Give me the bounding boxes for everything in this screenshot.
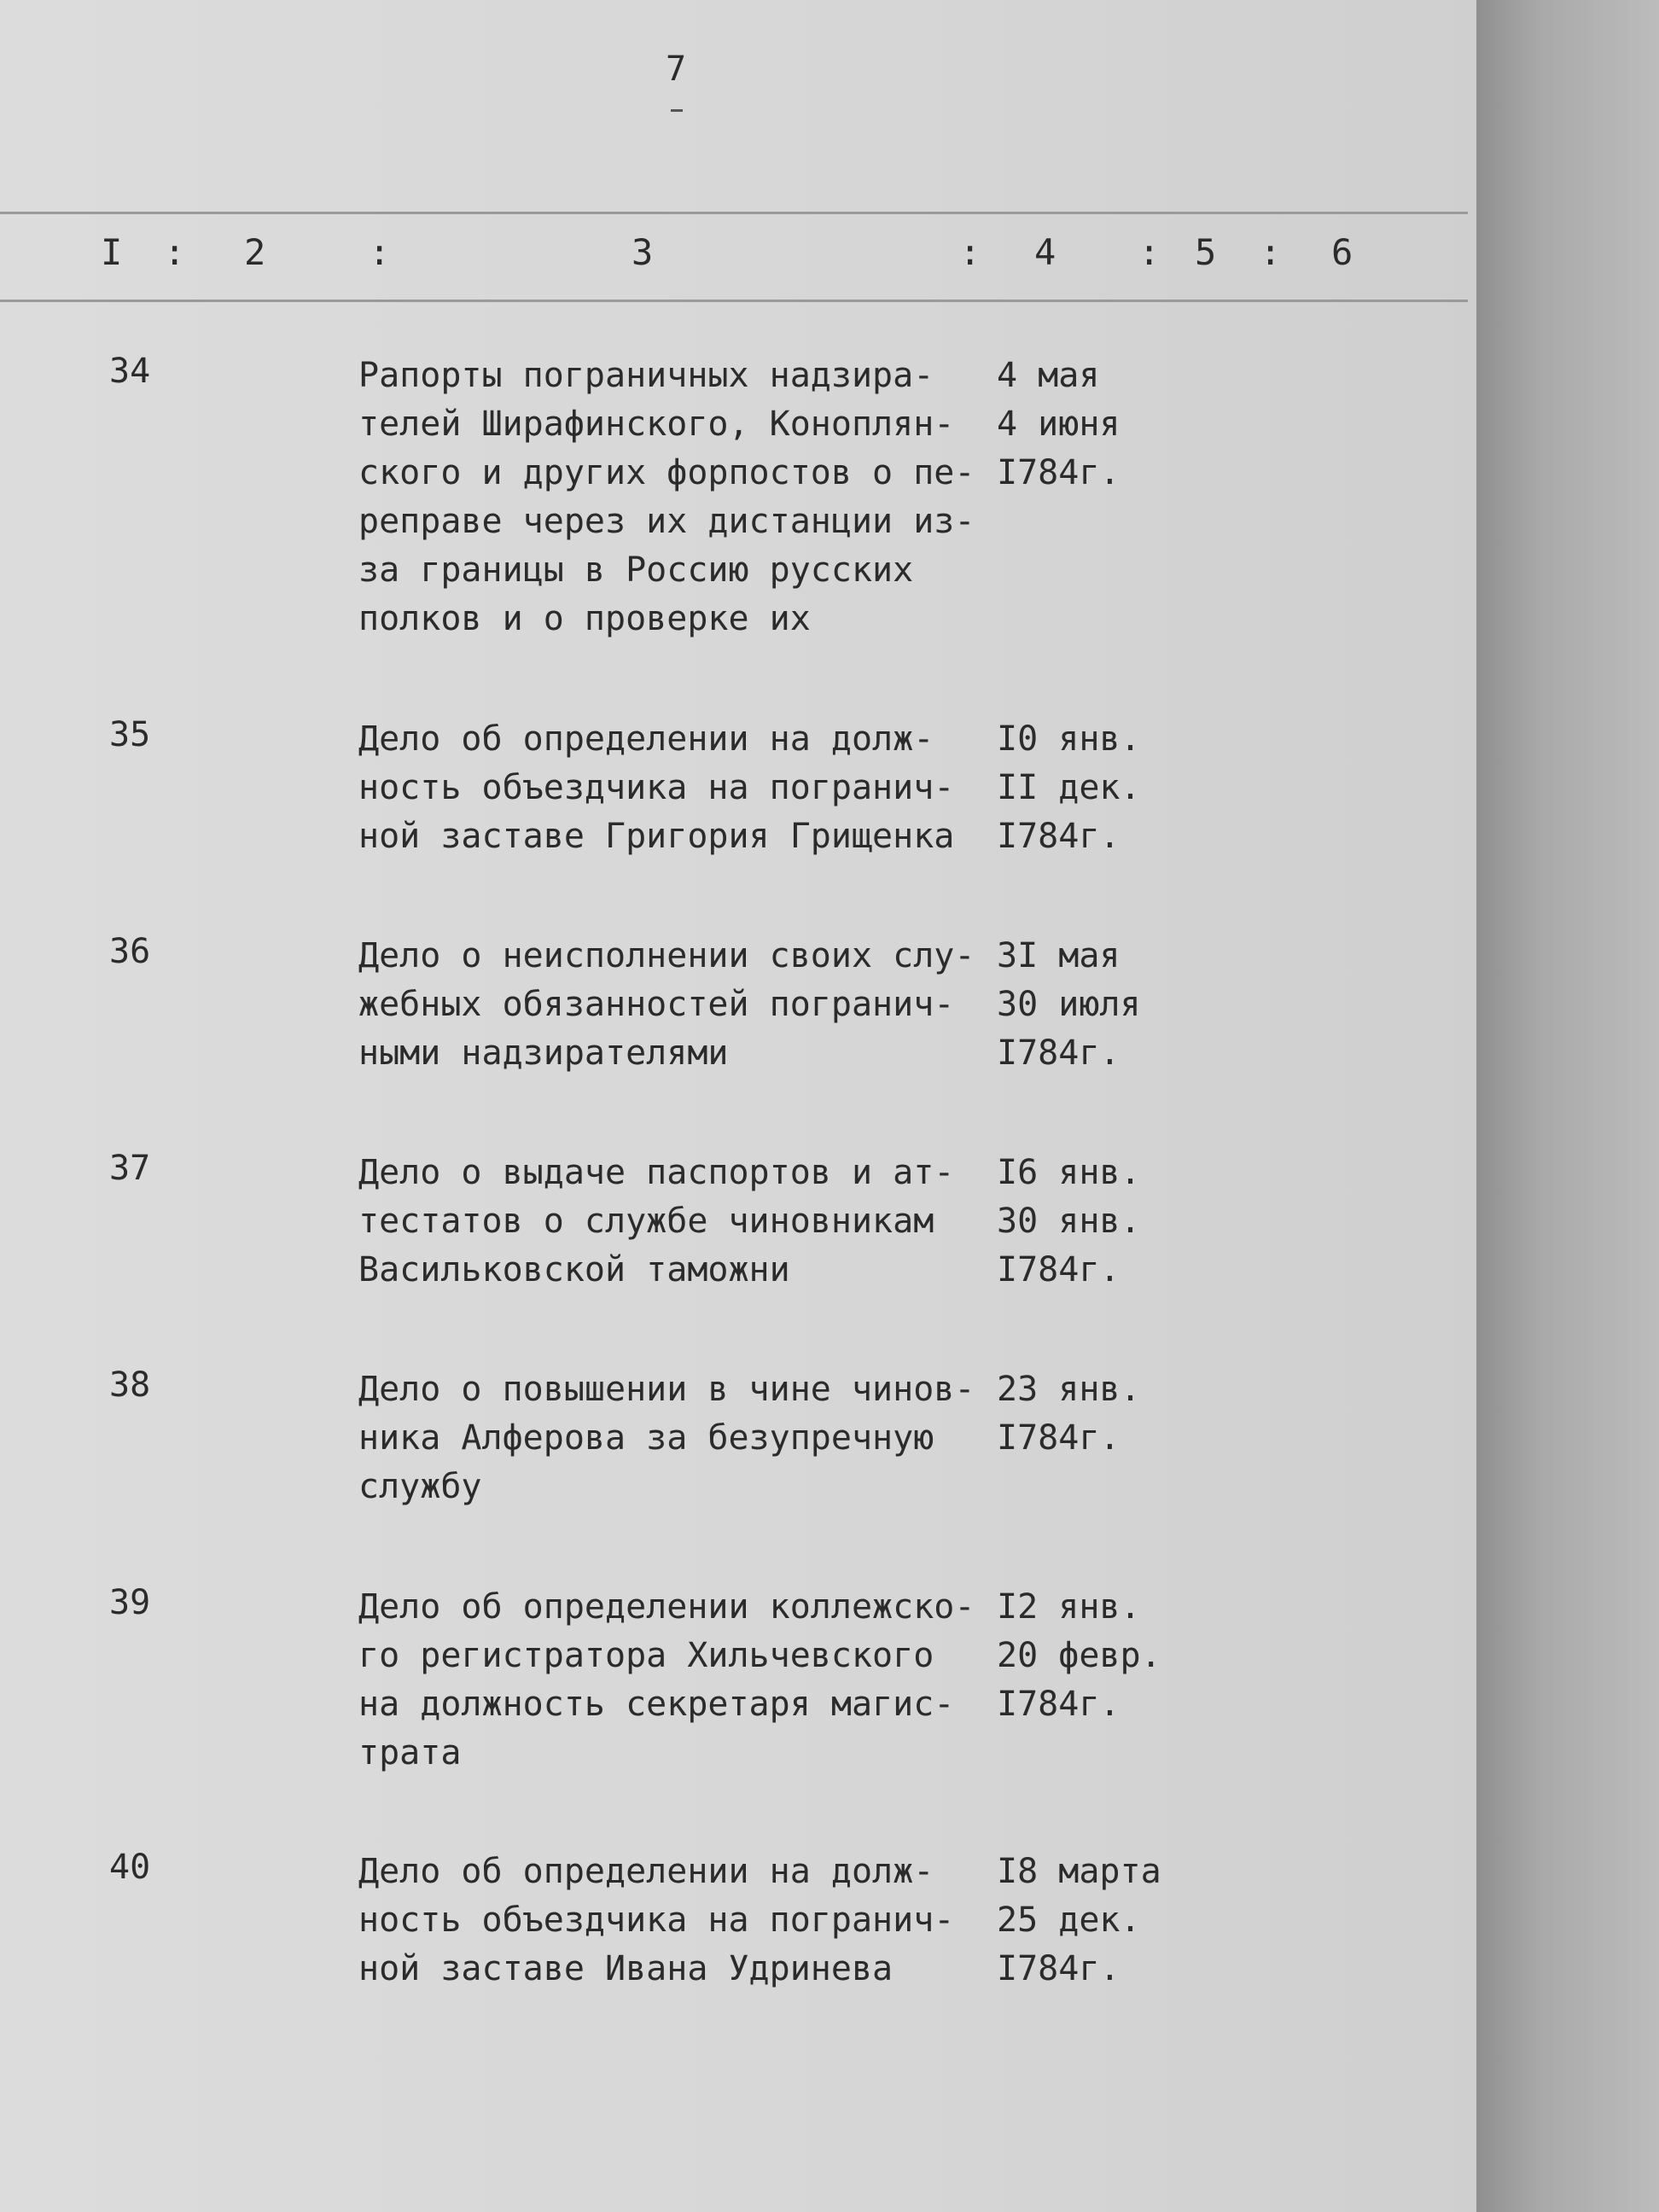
date-line: 3I мая [997,936,1121,975]
entry-number: 39 [109,1583,151,1622]
page-edge-shadow [1476,0,1659,2212]
description-line: Дело об определении на долж- [358,1852,934,1891]
date-line: 4 июня [997,405,1121,444]
entry-dates [997,1848,1202,1994]
entry-description [358,715,990,861]
date-line: I784г. [997,1949,1121,1988]
column-separator: : [1260,231,1282,273]
date-line: I8 марта [997,1852,1161,1891]
entry-description [358,1848,990,1994]
entry-dates [997,1149,1202,1295]
description-line: ными надзирателями [358,1033,729,1073]
date-line: I784г. [997,1418,1121,1458]
date-line: I784г. [997,1033,1121,1073]
date-line: I6 янв. [997,1153,1141,1192]
column-separator: : [164,231,186,273]
date-line: II дек. [997,768,1141,807]
entry-number: 34 [109,352,151,391]
entry-number: 38 [109,1365,151,1405]
date-line: 23 янв. [997,1370,1141,1409]
description-line: тестатов о службе чиновникам [358,1202,934,1241]
column-separator: : [959,231,981,273]
date-line: 20 февр. [997,1636,1161,1675]
column-header-6: 6 [1331,231,1353,273]
column-header-3: 3 [632,231,654,273]
date-line: 4 мая [997,356,1100,395]
entry-dates [997,352,1202,498]
description-line: Дело о неисполнении своих слу- [358,936,975,975]
description-line: ной заставе Григория Грищенка [358,817,955,856]
description-line: ского и других форпостов о пе- [358,453,975,492]
description-line: телей Ширафинского, Коноплян- [358,405,955,444]
date-line: 25 дек. [997,1901,1141,1940]
column-separator: : [1138,231,1161,273]
date-line: I784г. [997,453,1121,492]
date-line: I0 янв. [997,719,1141,759]
description-line: полков и о проверке их [358,599,811,638]
entry-description [358,932,990,1078]
description-line: Дело о повышении в чине чинов- [358,1370,975,1409]
column-header-1: I [101,231,123,273]
date-line: I784г. [997,817,1121,856]
date-line: 30 июля [997,985,1141,1024]
description-line: на должность секретаря магис- [358,1685,955,1724]
description-line: жебных обязанностей погранич- [358,985,955,1024]
entry-number: 37 [109,1149,151,1188]
description-line: Рапорты пограничных надзира- [358,356,934,395]
description-line: ной заставе Ивана Удринева [358,1949,894,1988]
page-number-dash [671,109,683,112]
page-number: 7 [666,49,687,89]
column-header-row [0,212,1468,302]
date-line: I784г. [997,1250,1121,1289]
date-line: I2 янв. [997,1587,1141,1627]
entry-description [358,352,990,643]
description-line: Дело о выдаче паспортов и ат- [358,1153,955,1192]
description-line: Васильковской таможни [358,1250,790,1289]
column-header-4: 4 [1034,231,1057,273]
description-line: ность объездчика на погранич- [358,768,955,807]
entry-number: 35 [109,715,151,754]
description-line: службу [358,1467,482,1506]
description-line: Дело об определении на долж- [358,719,934,759]
description-line: ность объездчика на погранич- [358,1901,955,1940]
entry-number: 40 [109,1848,151,1887]
description-line: Дело об определении коллежско- [358,1587,975,1627]
entry-description [358,1365,990,1511]
entry-description [358,1583,990,1778]
entry-dates [997,1583,1202,1729]
description-line: трата [358,1733,462,1773]
entry-dates [997,932,1202,1078]
entry-dates [997,715,1202,861]
description-line: ника Алферова за безупречную [358,1418,934,1458]
description-line: реправе через их дистанции из- [358,502,975,541]
column-header-2: 2 [244,231,266,273]
date-line: I784г. [997,1685,1121,1724]
description-line: го регистратора Хильчевского [358,1636,934,1675]
entry-description [358,1149,990,1295]
date-line: 30 янв. [997,1202,1141,1241]
column-header-5: 5 [1195,231,1217,273]
column-separator: : [369,231,391,273]
entry-number: 36 [109,932,151,971]
entry-dates [997,1365,1202,1463]
description-line: за границы в Россию русских [358,550,914,590]
